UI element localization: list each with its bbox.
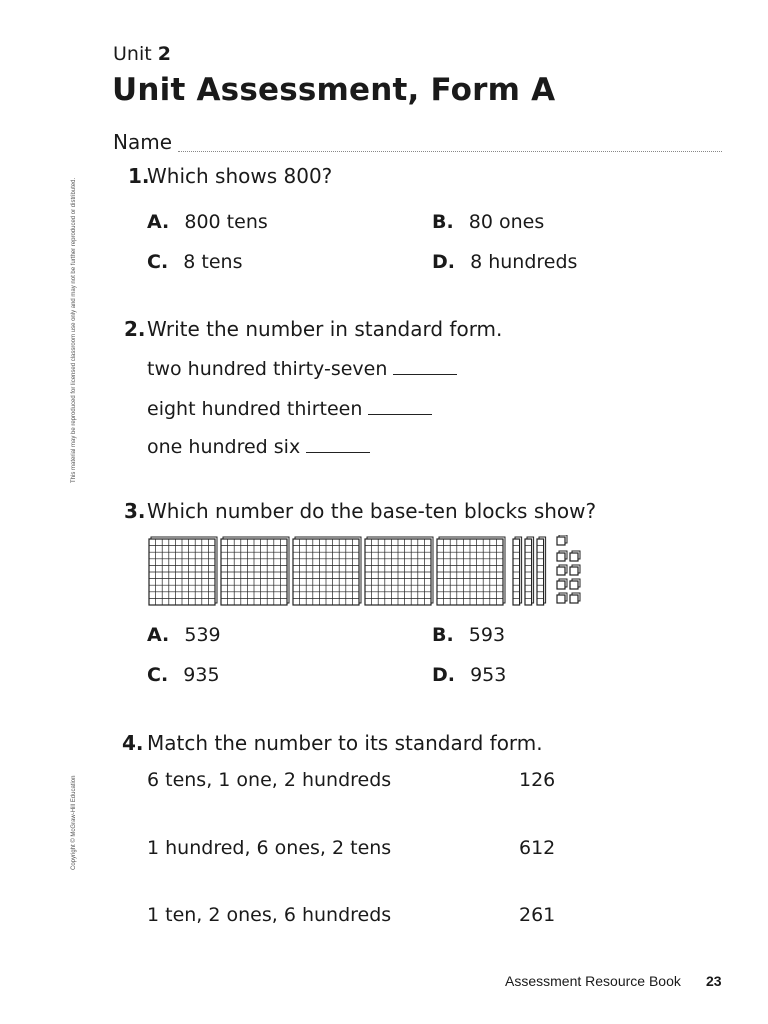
q2-text: Write the number in standard form.: [147, 317, 503, 341]
option-letter: A.: [147, 211, 170, 233]
option-letter: D.: [432, 251, 455, 273]
q4-right-3[interactable]: 261: [519, 904, 556, 926]
one-cube: [557, 551, 567, 561]
q2-line-2: [147, 396, 432, 420]
name-label: Name: [113, 130, 173, 154]
q1-text: Which shows 800?: [147, 164, 333, 188]
option-letter: C.: [147, 251, 169, 273]
answer-blank[interactable]: [306, 434, 370, 453]
hundred-flat: [221, 537, 289, 605]
base-ten-blocks: [147, 535, 597, 615]
one-cube: [570, 579, 580, 589]
q4-left-1[interactable]: 6 tens, 1 one, 2 hundreds: [147, 769, 392, 791]
q4-text: Match the number to its standard form.: [147, 731, 543, 755]
q4-left-3[interactable]: 1 ten, 2 ones, 6 hundreds: [147, 904, 392, 926]
q3-option-a[interactable]: [147, 624, 221, 646]
option-text: 935: [183, 664, 220, 686]
answer-blank[interactable]: [368, 396, 432, 415]
ten-rod: [537, 537, 546, 605]
ten-rod: [513, 537, 522, 605]
q1-option-a[interactable]: [147, 211, 268, 233]
copyright-note: Copyright © McGraw-Hill Education: [71, 775, 77, 870]
option-letter: C.: [147, 664, 169, 686]
q3-option-d[interactable]: [432, 664, 506, 686]
hundred-flat: [149, 537, 217, 605]
option-letter: B.: [432, 211, 454, 233]
one-cube: [570, 551, 580, 561]
one-cube: [570, 593, 580, 603]
q2-line-1: [147, 356, 457, 380]
q2-prompt: eight hundred thirteen: [147, 398, 363, 420]
q4-number: 4.: [122, 731, 144, 755]
q2-number: 2.: [124, 317, 146, 341]
one-cube: [557, 593, 567, 603]
name-field[interactable]: [178, 151, 722, 152]
ten-rod: [525, 537, 534, 605]
license-note: This material may be reproduced for licensed classroom use only and may not be further reproduced or distributed.: [71, 177, 77, 483]
option-letter: A.: [147, 624, 170, 646]
footer-book-title: Assessment Resource Book: [505, 973, 681, 989]
option-text: 953: [470, 664, 507, 686]
q3-text: Which number do the base-ten blocks show?: [147, 499, 597, 523]
q4-left-2[interactable]: 1 hundred, 6 ones, 2 tens: [147, 837, 392, 859]
option-text: 539: [184, 624, 221, 646]
q2-line-3: [147, 434, 370, 458]
q3-option-c[interactable]: [147, 664, 220, 686]
page-title: Unit Assessment, Form A: [112, 72, 556, 108]
unit-word: Unit: [113, 43, 152, 65]
unit-number: 2: [157, 43, 171, 65]
unit-label: [113, 43, 171, 65]
hundred-flat: [365, 537, 433, 605]
option-text: 8 hundreds: [470, 251, 578, 273]
q3-option-b[interactable]: [432, 624, 505, 646]
one-cube: [557, 565, 567, 575]
q2-prompt: two hundred thirty-seven: [147, 358, 388, 380]
option-text: 593: [468, 624, 506, 646]
one-cube: [557, 579, 567, 589]
q2-prompt: one hundred six: [147, 436, 301, 458]
option-letter: D.: [432, 664, 455, 686]
q1-option-b[interactable]: [432, 211, 544, 233]
q1-option-c[interactable]: [147, 251, 242, 273]
option-letter: B.: [432, 624, 454, 646]
answer-blank[interactable]: [393, 356, 457, 375]
page-number: 23: [706, 973, 722, 989]
option-text: 8 tens: [183, 251, 243, 273]
hundred-flat: [437, 537, 505, 605]
q1-option-d[interactable]: [432, 251, 577, 273]
option-text: 80 ones: [468, 211, 545, 233]
one-cube: [557, 535, 567, 545]
q4-right-1[interactable]: 126: [519, 769, 556, 791]
q1-number: 1.: [128, 164, 150, 188]
q4-right-2[interactable]: 612: [519, 837, 556, 859]
hundred-flat: [293, 537, 361, 605]
option-text: 800 tens: [184, 211, 268, 233]
one-cube: [570, 565, 580, 575]
q3-number: 3.: [124, 499, 146, 523]
